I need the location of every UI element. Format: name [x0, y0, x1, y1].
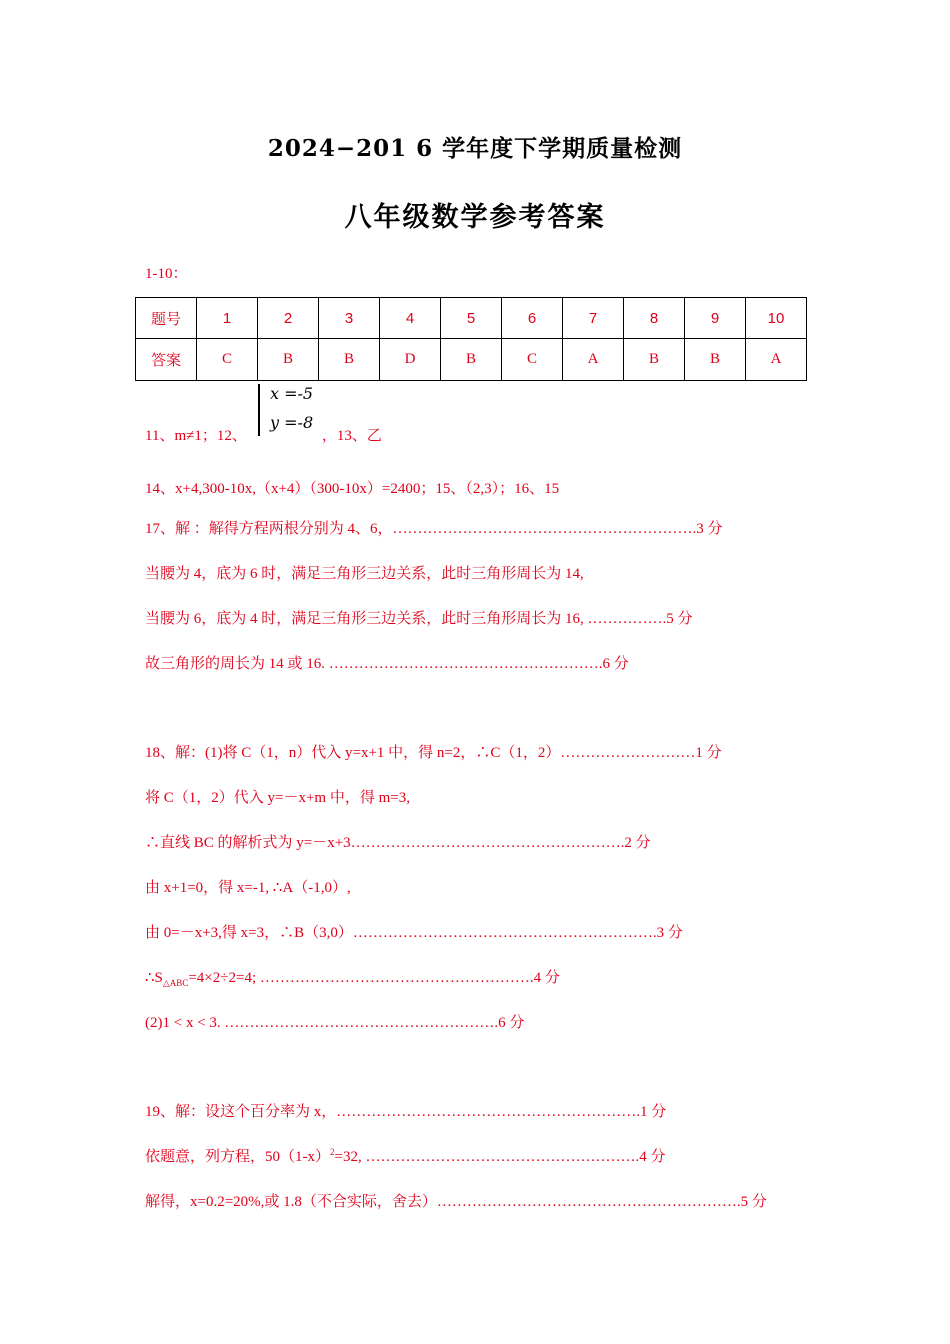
- table-row-numbers: [136, 298, 807, 339]
- table-header-cell: 答案: [136, 339, 197, 381]
- q17-line-3: 当腰为 6，底为 4 时，满足三角形三边关系，此时三角形周长为 16, …………….5 分: [145, 611, 693, 627]
- q18-line-1: 18、解：(1)将 C（1，n）代入 y=x+1 中，得 n=2，∴C（1，2）………………………1 分: [145, 745, 722, 761]
- q17-line-2: 当腰为 4，底为 6 时，满足三角形三边关系，此时三角形周长为 14,: [145, 566, 584, 582]
- table-cell: A: [746, 339, 807, 381]
- table-cell: B: [624, 339, 685, 381]
- equation-x: x =-5: [270, 384, 314, 403]
- equation-text: 依题意，列方程，50（1-x）: [145, 1149, 330, 1165]
- q18-line-2: 将 C（1，2）代入 y=－x+m 中，得 m=3,: [145, 790, 410, 806]
- table-cell: 2: [258, 298, 319, 339]
- q18-line-7: (2)1 < x < 3. ……………………………………………….6 分: [145, 1015, 525, 1031]
- table-cell: B: [319, 339, 380, 381]
- table-cell: 7: [563, 298, 624, 339]
- q19-line-1: 19、解：设这个百分率为 x，…………………………………………………….1 分: [145, 1104, 667, 1120]
- q18-line-6: [145, 966, 560, 989]
- table-cell: 4: [380, 298, 441, 339]
- table-cell: 5: [441, 298, 502, 339]
- table-cell: 1: [197, 298, 258, 339]
- table-cell: C: [197, 339, 258, 381]
- table-cell: 6: [502, 298, 563, 339]
- section-label: 1-10：: [145, 266, 188, 282]
- table-cell: 10: [746, 298, 807, 339]
- table-cell: C: [502, 339, 563, 381]
- answer-line-14: 14、x+4,300-10x,（x+4）（300-10x）=2400；15、（2,3）；16、15: [145, 481, 560, 497]
- area-symbol-text: ∴S: [145, 970, 163, 986]
- area-value-text: =4×2÷2=4; ……………………………………………….4 分: [188, 970, 560, 986]
- page-title: 2024−201 6 学年度下学期质量检测: [267, 135, 683, 162]
- table-cell: B: [441, 339, 502, 381]
- table-cell: A: [563, 339, 624, 381]
- table-cell: D: [380, 339, 441, 381]
- page-subtitle: 八年级数学参考答案: [344, 202, 606, 233]
- q18-line-4: 由 x+1=0，得 x=-1, ∴A（-1,0）,: [145, 880, 351, 896]
- q17-line-1: 17、解 ：解得方程两根分别为 4、6，…………………………………………………….3 分: [145, 521, 723, 537]
- answer-13-text: ，13、乙: [321, 428, 382, 444]
- q19-line-3: 解得，x=0.2=20%,或 1.8（不合实际，舍去）…………………………………………………….5 分: [145, 1194, 767, 1210]
- table-cell: B: [258, 339, 319, 381]
- answer-line-11: [145, 424, 382, 445]
- equation-y: y =-8: [270, 413, 314, 432]
- table-cell: 9: [685, 298, 746, 339]
- triangle-subscript: △ABC: [162, 978, 189, 988]
- answer-table: [135, 297, 807, 381]
- q17-line-4: 故三角形的周长为 14 或 16. ……………………………………………….6 分: [145, 656, 629, 672]
- table-header-cell: 题号: [136, 298, 197, 339]
- equation-result-text: =32, ……………………………………………….4 分: [334, 1149, 666, 1165]
- table-cell: 8: [624, 298, 685, 339]
- table-row-answers: [136, 339, 807, 381]
- q19-line-2: [145, 1145, 665, 1166]
- table-cell: B: [685, 339, 746, 381]
- table-cell: 3: [319, 298, 380, 339]
- q18-line-3: ∴直线 BC 的解析式为 y=－x+3……………………………………………….2 分: [145, 835, 651, 851]
- answer-11-12-text: 11、m≠1；12、: [145, 428, 247, 444]
- square-superscript: 2: [330, 1147, 335, 1157]
- q18-line-5: 由 0=－x+3,得 x=3，∴B（3,0）…………………………………………………….3 分: [145, 925, 683, 941]
